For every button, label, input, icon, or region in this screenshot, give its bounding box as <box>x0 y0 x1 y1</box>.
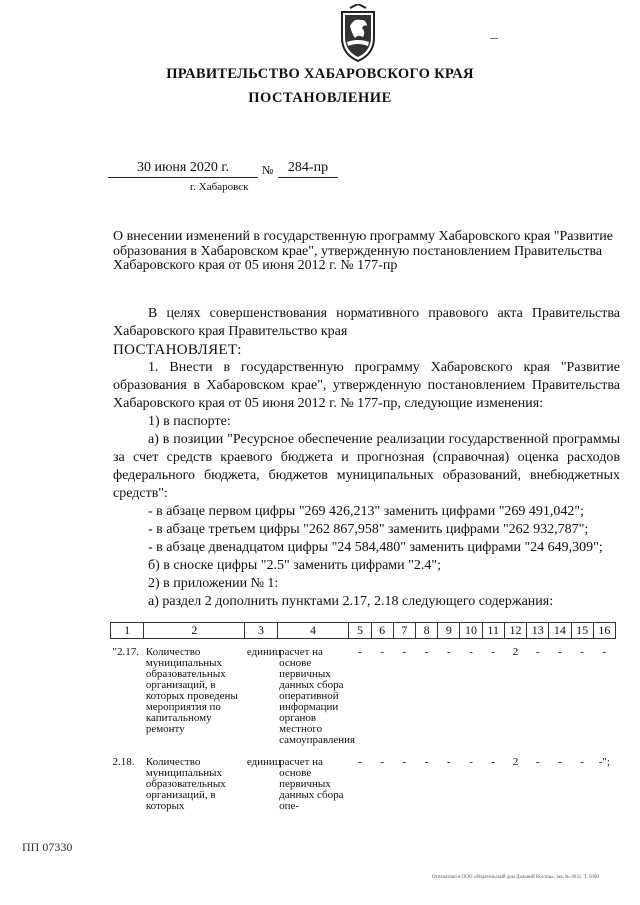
value-cell: - <box>580 756 584 768</box>
table-header-cell: 9 <box>438 623 460 639</box>
document-date: 30 июня 2020 г. <box>108 160 258 178</box>
decree-word: ПОСТАНОВЛЯЕТ: <box>113 342 242 358</box>
print-note: Отпечатано в ООО «Издательский дом Дальний Восток», зак. № 4631. Т. 5000 <box>432 875 599 880</box>
document-type: ПОСТАНОВЛЕНИЕ <box>248 90 392 106</box>
document-number: 284-пр <box>278 160 338 178</box>
value-cell: - <box>535 756 540 768</box>
value-cell: - <box>424 756 429 768</box>
coat-of-arms-icon <box>336 4 380 64</box>
value-cell: - <box>580 646 584 658</box>
table-header-cell: 14 <box>549 623 571 639</box>
paragraph-8: 2) в приложении № 1: <box>148 576 279 591</box>
paragraph-3: а) в позиции "Ресурсное обеспечение реализации государственной программы за счет средств краевого бюджета и прогнозная (справочная) оценка расходов федерального бюджета, бюджетов муниципальных образований, внебюджетных средств": <box>113 432 620 501</box>
indicator-name: Количество муниципальных образовательных организаций, в которых <box>145 756 226 812</box>
indicator-name: Количество муниципальных образовательных организаций, в которых проведены мероприятия по капитальному ремонту <box>145 646 238 735</box>
intro-paragraph: В целях совершенствования нормативного правового акта Правительства Хабаровского края Правительство края <box>113 306 620 339</box>
value-cell: - <box>535 646 540 658</box>
table-row <box>111 756 616 813</box>
document-title: О внесении изменений в государственную программу Хабаровского края "Развитие образования в Хабаровском крае", утвержденную постановлением Правительства Хабаровского края от 05 июня 2012 г. № 177-пр <box>113 229 613 273</box>
value-cell: 2 <box>512 756 519 768</box>
value-cell: - <box>558 646 562 658</box>
value-cell: - <box>402 756 407 768</box>
value-cell: - <box>602 646 607 658</box>
unit: единиц <box>246 646 281 658</box>
value-cell: - <box>380 646 384 658</box>
table-header-cell: 15 <box>571 623 593 639</box>
table-header-cell: 13 <box>527 623 549 639</box>
table-header-cell: 11 <box>482 623 504 639</box>
table-header-cell: 3 <box>245 623 277 639</box>
value-cell: - <box>380 756 384 768</box>
paragraph-6: - в абзаце двенадцатом цифры "24 584,480" заменить цифрами "24 649,309"; <box>148 540 603 555</box>
document-code: ПП 07330 <box>22 840 73 854</box>
value-cell: - <box>358 756 362 768</box>
value-cell: - <box>446 756 451 768</box>
paragraph-9: а) раздел 2 дополнить пунктами 2.17, 2.18 следующего содержания: <box>148 594 554 609</box>
value-cell: - <box>558 756 562 768</box>
table-header-cell: 2 <box>144 623 245 639</box>
value-cell: - <box>491 646 496 658</box>
city: г. Хабаровск <box>190 181 249 193</box>
value-cell: - <box>402 646 407 658</box>
indicators-table <box>110 622 616 813</box>
table-header-cell: 12 <box>504 623 526 639</box>
value-cell: 2 <box>512 646 519 658</box>
paragraph-5: - в абзаце третьем цифры "262 867,958" заменить цифрами "262 932,787"; <box>148 522 589 537</box>
table-header-cell: 7 <box>393 623 415 639</box>
table-header-cell: 10 <box>460 623 482 639</box>
table-header-cell: 4 <box>277 623 349 639</box>
value-cell: - <box>469 646 473 658</box>
paragraph-4: - в абзаце первом цифры "269 426,213" заменить цифрами "269 491,042"; <box>148 504 585 519</box>
table-header-cell: 6 <box>371 623 393 639</box>
paragraph-1: 1. Внести в государственную программу Хабаровского края "Развитие образования в Хабаровском крае", утвержденную постановлением Правительства Хабаровского края от 05 июня 2012 г. № 177-пр, следующие изменения: <box>113 360 620 411</box>
row-number: 2.18. <box>112 756 135 768</box>
value-cell: - <box>469 756 473 768</box>
table-header-cell: 5 <box>349 623 371 639</box>
document-body <box>113 305 620 611</box>
value-cell: -"; <box>598 756 610 768</box>
unit: единиц <box>246 756 281 768</box>
government-name: ПРАВИТЕЛЬСТВО ХАБАРОВСКОГО КРАЯ <box>166 66 474 82</box>
scan-mark <box>490 38 498 39</box>
row-number: "2.17. <box>112 646 139 658</box>
paragraph-7: б) в сноске цифры "2.5" заменить цифрами "2.4"; <box>148 558 441 573</box>
basis: расчет на основе первичных данных сбора оперативной информации органов местного самоуправления <box>279 646 356 746</box>
paragraph-2: 1) в паспорте: <box>148 414 231 429</box>
table-header-row <box>111 623 616 639</box>
number-sign: № <box>262 163 274 177</box>
table-header-cell: 8 <box>416 623 438 639</box>
table-row <box>111 639 616 757</box>
value-cell: - <box>491 756 496 768</box>
value-cell: - <box>446 646 451 658</box>
value-cell: - <box>424 646 429 658</box>
value-cell: - <box>358 646 362 658</box>
basis: расчет на основе первичных данных сбора опе- <box>279 756 344 812</box>
table-header-cell: 1 <box>111 623 144 639</box>
table-header-cell: 16 <box>593 623 615 639</box>
